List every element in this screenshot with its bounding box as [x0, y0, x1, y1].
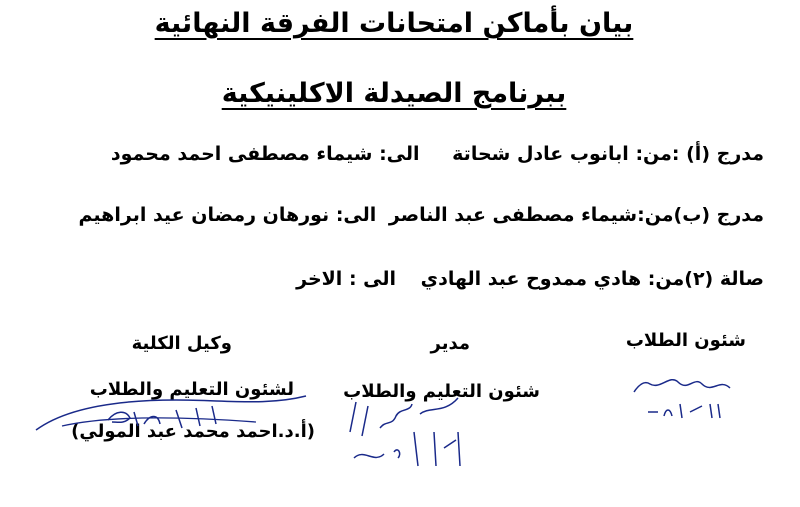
location-to-label: الى: — [379, 143, 420, 165]
vice-dean-subtitle: لشئون التعليم والطلاب — [89, 379, 294, 400]
document-subtitle: ببرنامج الصيدلة الاكلينيكية — [221, 78, 567, 109]
location-to: نورهان رمضان عيد ابراهيم — [78, 204, 330, 226]
location-to-label: الى : — [348, 268, 397, 290]
location-line-room-2 — [296, 268, 764, 290]
student-affairs-signature — [628, 366, 738, 426]
director-subtitle: شئون التعليم والطلاب — [343, 381, 540, 402]
location-label: صالة (٢)من: — [647, 268, 764, 290]
location-to-label: الى: — [335, 204, 377, 226]
director-title: مدير — [430, 333, 470, 354]
document-title: بيان بأماكن امتحانات الفرقة النهائية — [154, 8, 634, 39]
vice-dean-title: وكيل الكلية — [131, 333, 232, 354]
location-label: مدرج (أ) :من: — [635, 143, 764, 165]
location-from: ابانوب عادل شحاتة — [452, 143, 629, 165]
vice-dean-name: (أ.د.احمد محمد عبد المولي) — [71, 421, 315, 442]
student-affairs-title: شئون الطلاب — [625, 330, 746, 351]
location-line-hall-a — [111, 143, 764, 165]
location-label: مدرج (ب)من: — [637, 204, 764, 226]
location-from: هادي ممدوح عبد الهادي — [420, 268, 642, 290]
location-to: شيماء مصطفى احمد محمود — [110, 143, 373, 165]
director-signature — [340, 392, 480, 472]
location-line-hall-b — [79, 204, 764, 226]
location-to: الاخر — [296, 268, 343, 290]
location-from: شيماء مصطفى عبد الناصر — [388, 204, 638, 226]
vice-dean-signature — [26, 386, 326, 448]
